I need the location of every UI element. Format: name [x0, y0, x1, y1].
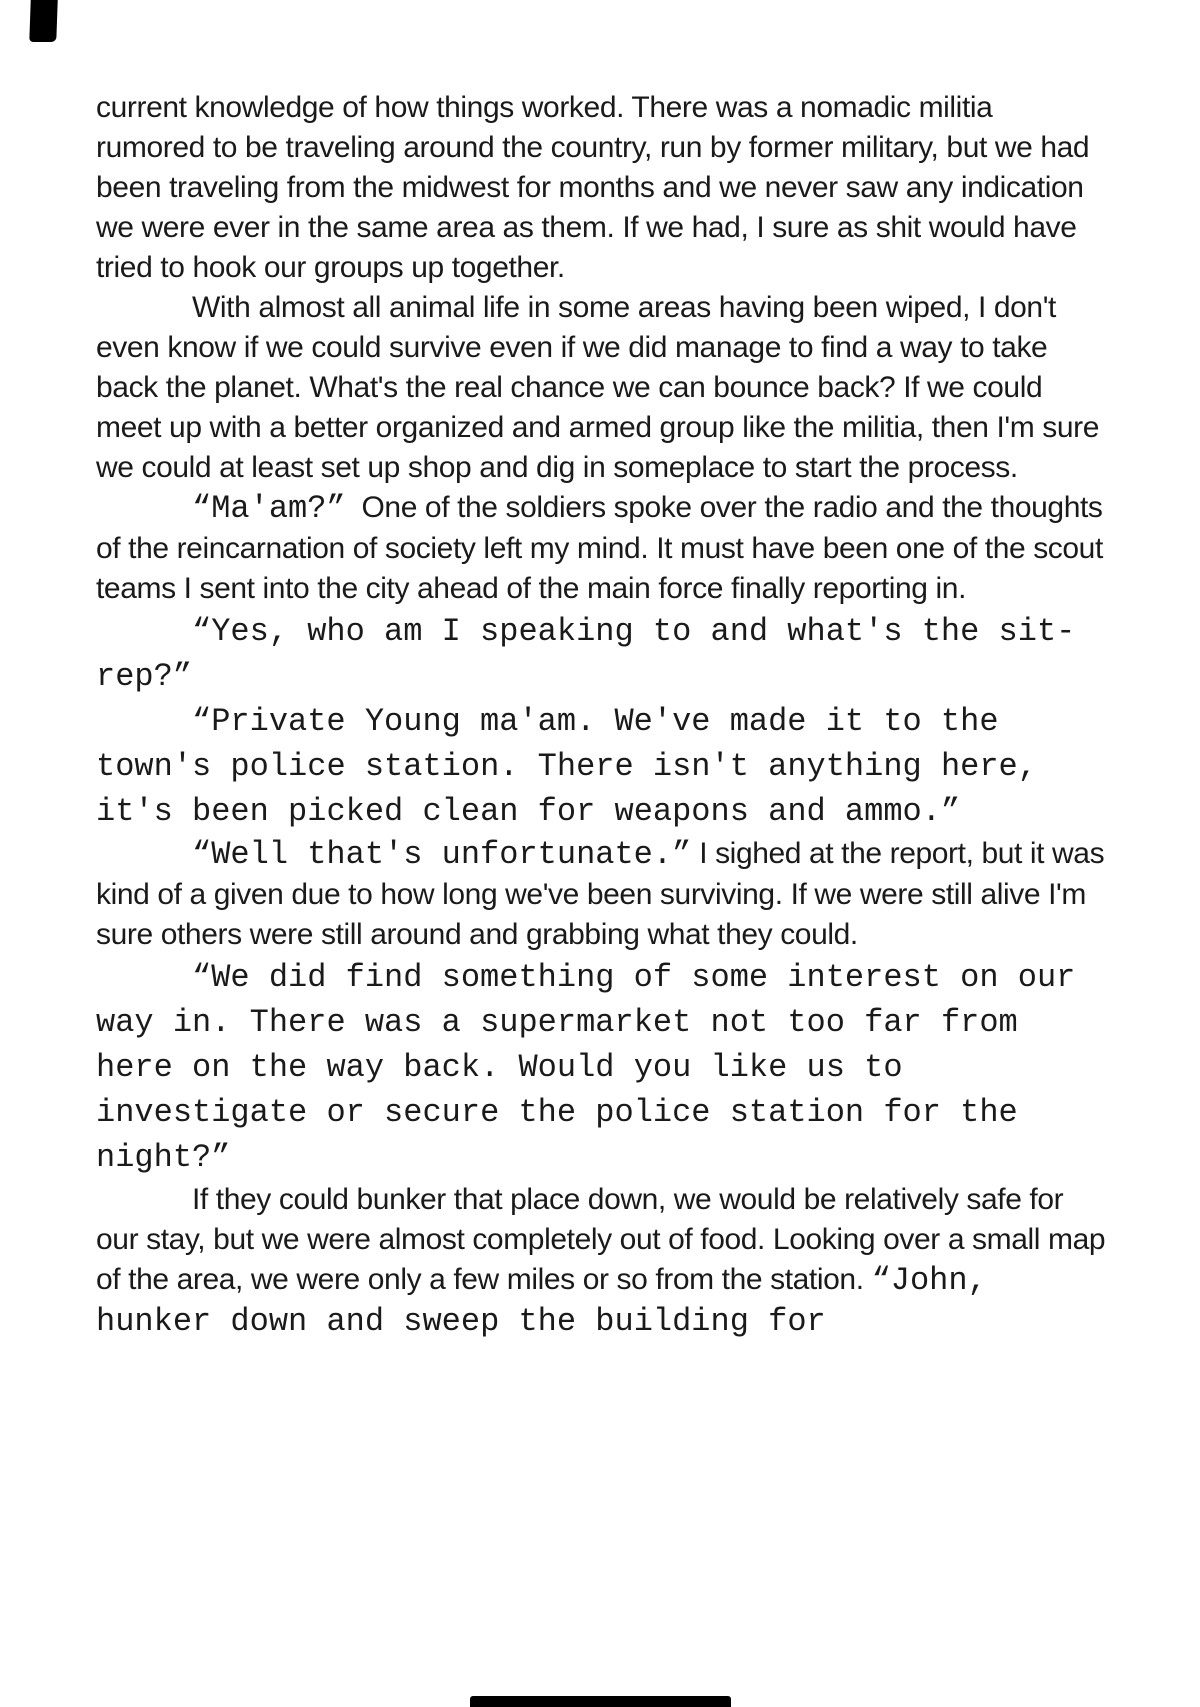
dialogue-text: “Yes, who am I speaking to and what's the sit-rep?” [96, 613, 1076, 695]
dialogue-text: “We did find something of some interest on our way in. There was a supermarket not too far from here on the way back. Would you like us to investigate or secure the police station for the night?” [96, 959, 1095, 1176]
dialogue-text: “Private Young ma'am. We've made it to the town's police station. There isn't anything here, it's been picked clean for weapons and ammo.” [96, 703, 1057, 830]
paragraph [96, 488, 1111, 609]
paragraph [96, 609, 1108, 699]
scan-artifact-bottom-icon [470, 1696, 731, 1707]
narration-text: One of the soldiers spoke over the radio and the thoughts of the reincarnation of society left my mind. It must have been one of the scout teams I sent into the city ahead of the main force finally reporting in. [96, 491, 1111, 605]
paragraph [96, 1180, 1114, 1342]
narration-text: If they could bunker that place down, we would be relatively safe for our stay, but we were almost completely out of food. Looking over a small map of the area, we were only a few miles or so from the station. [96, 1183, 1114, 1296]
text-body [96, 88, 1114, 1342]
paragraph [96, 88, 1108, 288]
paragraph [96, 288, 1108, 488]
narration-text: current knowledge of how things worked. There was a nomadic militia rumored to be traveling around the country, run by former military, but we had been traveling from the midwest for months and we never saw any indication we were ever in the same area as them. If we had, I sure as shit would have tried to hook our groups up together. [96, 91, 1098, 284]
dialogue-text: “Well that's unfortunate.” [192, 836, 692, 873]
narration-text: With almost all animal life in some areas having been wiped, I don't even know if we could survive even if we did manage to find a way to take back the planet. What's the real chance we can bounce back? If we could meet up with a better organized and armed group like the militia, then I'm sure we could at least set up shop and dig in someplace to start the process. [96, 291, 1107, 484]
narration-text: I sighed at the report, but it was kind of a given due to how long we've been surviving. If we were still alive I'm sure others were still around and grabbing what they could. [96, 837, 1113, 951]
paragraph [96, 699, 1108, 834]
paragraph [96, 955, 1108, 1180]
scan-artifact-top-left-icon [29, 0, 57, 42]
dialogue-text: “John, hunker down and sweep the building for [96, 1262, 1006, 1340]
dialogue-text: “Ma'am?” [192, 490, 346, 527]
paragraph [96, 834, 1113, 955]
